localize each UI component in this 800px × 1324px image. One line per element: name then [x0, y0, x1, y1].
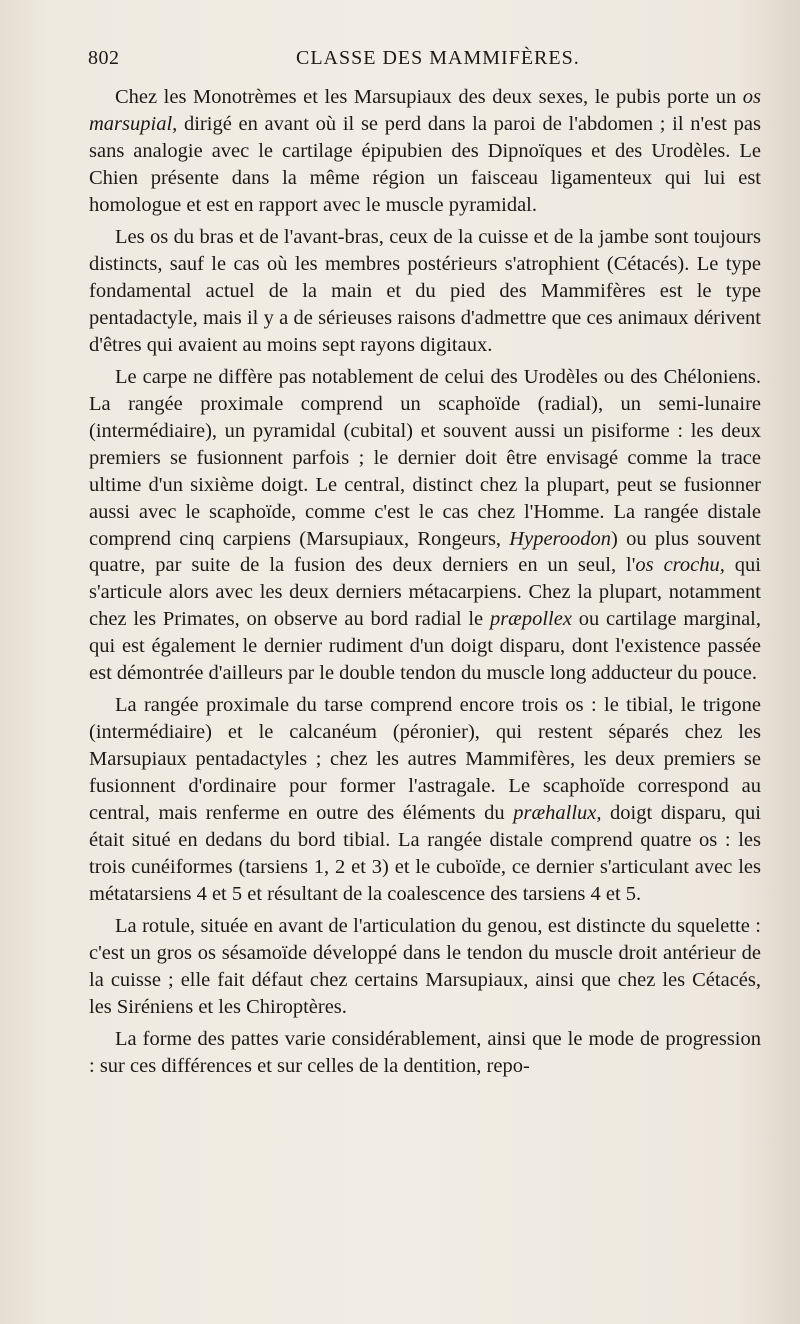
text-run: La forme des pattes varie considérablement, ainsi que le mode de progression : sur ces différences et sur celles de la dentition, repo-	[89, 1028, 761, 1078]
page-number: 802	[88, 47, 120, 69]
text-run: Les os du bras et de l'avant-bras, ceux de la cuisse et de la jambe sont toujours distincts, sauf le cas où les membres postérieurs s'atrophient (Cétacés). Le type fondamental actuel de la main et du pied des Mammifères est le type pentadactyle, mais il y a de sérieuses raisons d'admettre que ces animaux dérivent d'êtres qui avaient au moins sept rayons digitaux.	[89, 226, 761, 356]
text-run: ou cartilage marginal, qui est également le dernier rudiment d'un doigt disparu, dont l'existence passée est démontrée d'ailleurs par le double tendon du muscle long adducteur du pouce.	[89, 608, 761, 685]
text-run: doigt disparu, qui était situé en dedans du bord tibial. La rangée distale comprend quatre os : les trois cunéiformes (tarsiens 1, 2 et 3) et le cuboïde, ce dernier s'articulant avec les métatarsiens 4 et 5 et résultant de la coalescence des tarsiens 4 et 5.	[89, 802, 761, 905]
italic-term: Hyperoodon	[509, 527, 612, 550]
text-run: qui s'articule alors avec les deux derniers métacarpiens. Chez la plupart, notamment chez les Primates, on observe au bord radial le	[89, 554, 761, 631]
text-run: Le carpe ne diffère pas notablement de celui des Urodèles ou des Chéloniens. La rangée proximale comprend un scaphoïde (radial), un semi-lunaire (intermédiaire), un pyramidal (cubital) et souvent aussi un pisiforme : les deux premiers se fusionnent parfois ; le dernier doit être envisagé comme la trace ultime d'un sixième doigt. Le central, distinct chez la plupart, peut se fusionner aussi avec le scaphoïde, comme c'est le cas chez l'Homme. La rangée distale comprend cinq carpiens (Marsupiaux, Rongeurs,	[89, 366, 761, 550]
text-run: dirigé en avant où il se perd dans la paroi de l'abdomen ; il n'est pas sans analogie avec le cartilage épipubien des Dipnoïques et des Urodèles. Le Chien présente dans la même région un faisceau ligamenteux qui lui est homologue et est en rapport avec le muscle pyramidal.	[89, 112, 761, 216]
page-header	[88, 47, 760, 73]
italic-term: præhallux,	[513, 802, 602, 825]
text-run: Chez les Monotrèmes et les Marsupiaux des deux sexes, le pubis porte un	[115, 86, 743, 108]
paragraph-monotremes	[89, 84, 761, 219]
text-run: La rangée proximale du tarse comprend encore trois os : le tibial, le trigone (intermédiaire) et le calcanéum (péronier), qui restent séparés chez les Marsupiaux pentadactyles ; chez les autres Mammifères, les deux premiers se fusionnent d'ordinaire pour former l'astragale. Le scaphoïde correspond au central, mais renferme en outre des éléments du	[89, 694, 761, 825]
text-run: ) ou plus souvent quatre, par suite de la fusion des deux derniers en un seul, l'	[89, 527, 761, 577]
paragraph-progression	[89, 1026, 761, 1080]
italic-term: os crochu,	[635, 554, 725, 577]
italic-term: præpollex	[489, 608, 572, 631]
paragraph-tarsus	[89, 692, 761, 907]
paragraph-limbs	[89, 224, 761, 359]
italic-term: os marsupial,	[89, 86, 761, 135]
paragraph-carpus	[89, 364, 761, 687]
running-head: CLASSE DES MAMMIFÈRES.	[296, 47, 580, 69]
paragraph-patella	[89, 913, 761, 1021]
body-text	[89, 84, 761, 1086]
text-run: La rotule, située en avant de l'articulation du genou, est distincte du squelette : c'est un gros os sésamoïde développé dans le tendon du muscle droit antérieur de la cuisse ; elle fait défaut chez certains Marsupiaux, ainsi que chez les Cétacés, les Siréniens et les Chiroptères.	[89, 915, 761, 1018]
